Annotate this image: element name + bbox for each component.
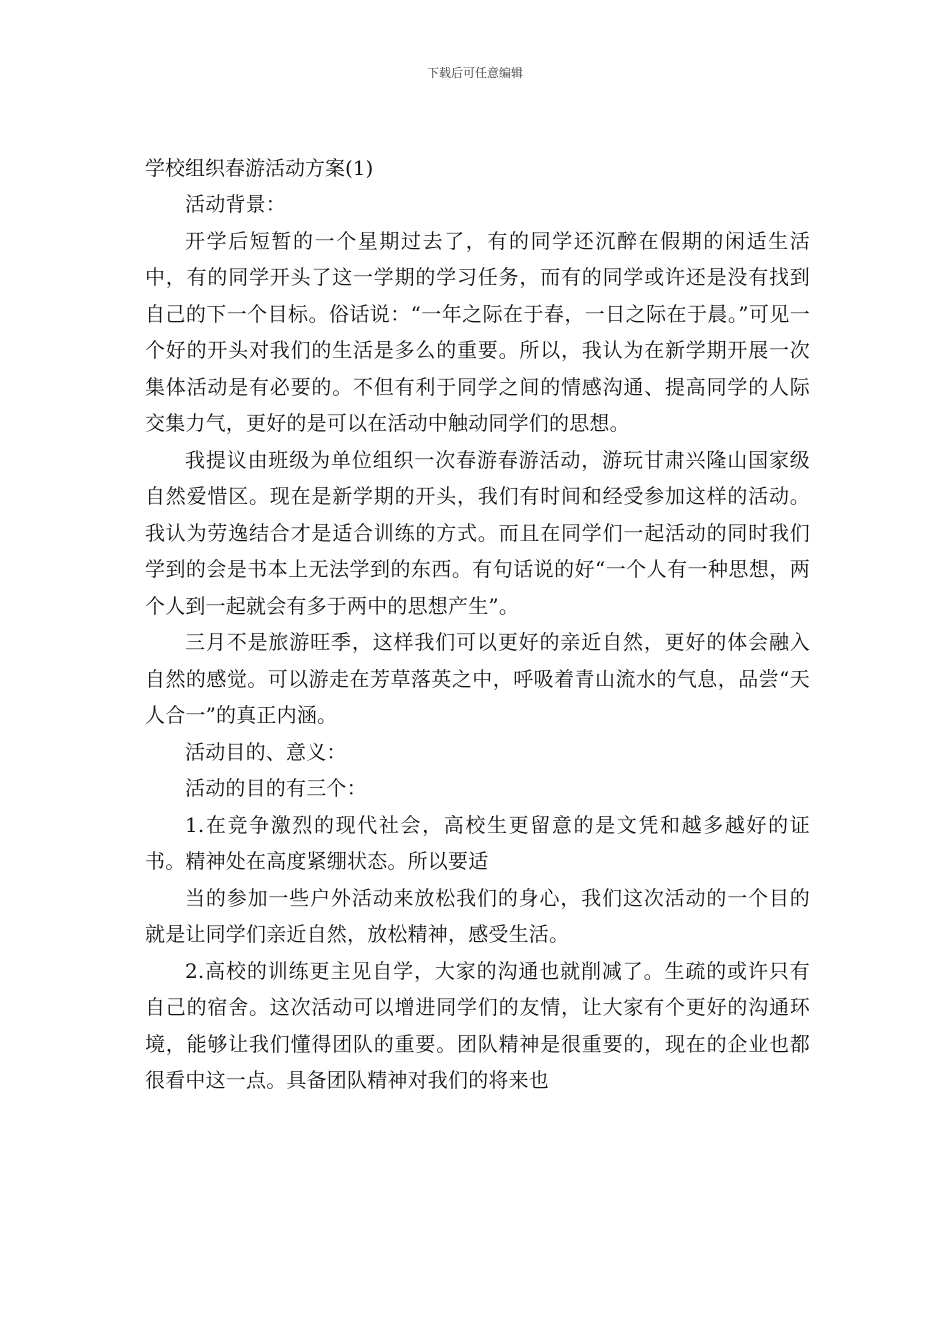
paragraph-purpose-1a: 1.在竞争激烈的现代社会，高校生更留意的是文凭和越多越好的证书。精神处在高度紧绷状态。所以要适 [145, 812, 810, 873]
paragraph-purpose-intro: 活动的目的有三个： [185, 776, 367, 800]
paragraph-purpose-heading: 活动目的、意义： [185, 739, 347, 764]
document-body [145, 150, 810, 1099]
paragraph-purpose-2: 2.高校的训练更主见自学，大家的沟通也就削减了。生疏的或许只有自己的宿舍。这次活动可以增进同学们的友情，让大家有个更好的沟通环境，能够让我们懂得团队的重要。团队精神是很重要的，现在的企业也都很看中这一点。具备团队精神对我们的将来也 [145, 958, 810, 1092]
paragraph-background-1: 开学后短暂的一个星期过去了，有的同学还沉醉在假期的闲适生活中，有的同学开头了这一学期的学习任务，而有的同学或许还是没有找到自己的下一个目标。俗话说：“一年之际在于春，一日之际在于晨。”可见一个好的开头对我们的生活是多么的重要。所以，我认为在新学期开展一次集体活动是有必要的。不但有利于同学之间的情感沟通、提高同学的人际交集力气，更好的是可以在活动中触动同学们的思想。 [145, 228, 810, 435]
paragraph-purpose-1b: 当的参加一些户外活动来放松我们的身心，我们这次活动的一个目的就是让同学们亲近自然，放松精神，感受生活。 [145, 885, 810, 946]
paragraph-background-heading: 活动背景： [185, 192, 286, 216]
paragraph-background-2: 我提议由班级为单位组织一次春游春游活动，游玩甘肃兴隆山国家级自然爱惜区。现在是新学期的开头，我们有时间和经受参加这样的活动。我认为劳逸结合才是适合训练的方式。而且在同学们一起活动的同时我们学到的会是书本上无法学到的东西。有句话说的好“一个人有一种思想，两个人到一起就会有多于两中的思想产生”。 [145, 447, 810, 618]
paragraph-background-3: 三月不是旅游旺季，这样我们可以更好的亲近自然，更好的体会融入自然的感觉。可以游走在芳草落英之中，呼吸着青山流水的气息，品尝“天人合一”的真正内涵。 [145, 630, 810, 727]
document-title: 学校组织春游活动方案(1) [145, 156, 374, 180]
page-header-note: 下载后可任意编辑 [426, 66, 523, 80]
